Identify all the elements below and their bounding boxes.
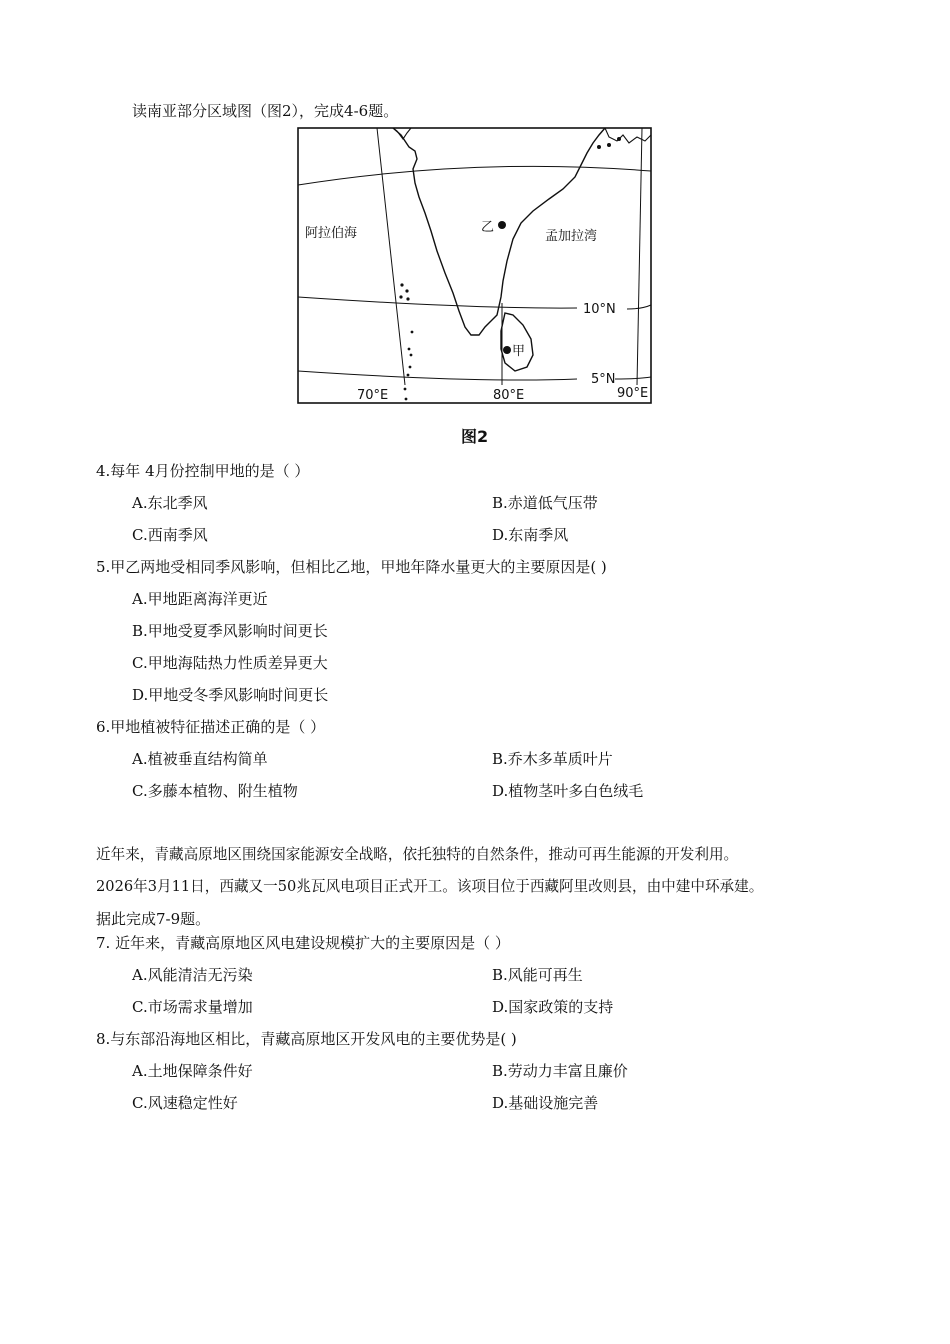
point-yi-marker bbox=[498, 221, 506, 229]
label-lon-90e: 90°E bbox=[617, 386, 649, 401]
south-asia-map bbox=[297, 127, 653, 405]
delta-island bbox=[607, 143, 611, 147]
figure-caption: 图2 bbox=[461, 427, 489, 446]
question-6-option-d[interactable]: D.植物茎叶多白色绒毛 bbox=[492, 782, 644, 800]
point-jia-marker bbox=[503, 346, 511, 354]
question-8-option-d[interactable]: D.基础设施完善 bbox=[492, 1094, 599, 1112]
question-8-option-c[interactable]: C.风速稳定性好 bbox=[132, 1094, 238, 1112]
question-4-option-c[interactable]: C.西南季风 bbox=[132, 526, 208, 544]
label-point-jia: 甲 bbox=[512, 344, 526, 359]
question-7-option-a[interactable]: A.风能清洁无污染 bbox=[132, 966, 253, 984]
label-bay-of-bengal: 孟加拉湾 bbox=[545, 229, 598, 244]
question-4-option-a[interactable]: A.东北季风 bbox=[132, 494, 208, 512]
question-7-stem: 7. 近年来，青藏高原地区风电建设规模扩大的主要原因是（ ） bbox=[96, 934, 510, 952]
label-arabian-sea: 阿拉伯海 bbox=[305, 226, 358, 241]
delta-island bbox=[597, 145, 601, 149]
label-lat-5n: 5°N bbox=[591, 372, 616, 387]
question-8-option-b[interactable]: B.劳动力丰富且廉价 bbox=[492, 1062, 628, 1080]
question-5-option-c[interactable]: C.甲地海陆热力性质差异更大 bbox=[132, 654, 328, 672]
question-5-stem: 5.甲乙两地受相同季风影响，但相比乙地，甲地年降水量更大的主要原因是( ) bbox=[96, 558, 607, 576]
island-dot bbox=[399, 295, 402, 298]
question-4-stem: 4.每年 4月份控制甲地的是（ ） bbox=[96, 462, 310, 480]
question-7-option-c[interactable]: C.市场需求量增加 bbox=[132, 998, 253, 1016]
question-5-option-a[interactable]: A.甲地距离海洋更近 bbox=[132, 590, 268, 608]
question-4-option-d[interactable]: D.东南季风 bbox=[492, 526, 569, 544]
island-dot bbox=[405, 398, 408, 401]
question-5-option-d[interactable]: D.甲地受冬季风影响时间更长 bbox=[132, 686, 329, 704]
island-dot bbox=[410, 354, 413, 357]
question-6-option-b[interactable]: B.乔木多革质叶片 bbox=[492, 750, 613, 768]
island-dot bbox=[408, 348, 411, 351]
island-dot bbox=[411, 331, 414, 334]
label-lon-80e: 80°E bbox=[493, 388, 525, 403]
island-dot bbox=[405, 289, 408, 292]
question-7-option-d[interactable]: D.国家政策的支持 bbox=[492, 998, 614, 1016]
question-8-option-a[interactable]: A.土地保障条件好 bbox=[132, 1062, 253, 1080]
question-8-stem: 8.与东部沿海地区相比，青藏高原地区开发风电的主要优势是( ) bbox=[96, 1030, 517, 1048]
question-6-stem: 6.甲地植被特征描述正确的是（ ） bbox=[96, 718, 326, 736]
island-dot bbox=[400, 283, 403, 286]
question-6-option-c[interactable]: C.多藤本植物、附生植物 bbox=[132, 782, 298, 800]
island-dot bbox=[407, 374, 410, 377]
section2-intro-line-1: 近年来，青藏高原地区围绕国家能源安全战略，依托独特的自然条件，推动可再生能源的开发利用。 bbox=[96, 846, 739, 863]
island-dot bbox=[406, 297, 409, 300]
question-4-option-b[interactable]: B.赤道低气压带 bbox=[492, 494, 598, 512]
section2-intro-line-3: 据此完成7-9题。 bbox=[96, 910, 211, 928]
question-6-option-a[interactable]: A.植被垂直结构简单 bbox=[132, 750, 268, 768]
section1-intro: 读南亚部分区域图（图2），完成4-6题。 bbox=[132, 102, 399, 120]
question-5-option-b[interactable]: B.甲地受夏季风影响时间更长 bbox=[132, 622, 328, 640]
label-point-yi: 乙 bbox=[481, 220, 495, 235]
map-frame bbox=[298, 128, 651, 403]
map-svg bbox=[297, 127, 653, 405]
question-7-option-b[interactable]: B.风能可再生 bbox=[492, 966, 583, 984]
section2-intro-line-2: 2026年3月11日，西藏又一50兆瓦风电项目正式开工。该项目位于西藏阿里改则县，由中建中环承建。 bbox=[96, 878, 764, 895]
island-dot bbox=[409, 366, 412, 369]
delta-island bbox=[617, 137, 621, 141]
label-lon-70e: 70°E bbox=[357, 388, 389, 403]
label-lat-10n: 10°N bbox=[583, 302, 616, 317]
island-dot bbox=[404, 388, 407, 391]
